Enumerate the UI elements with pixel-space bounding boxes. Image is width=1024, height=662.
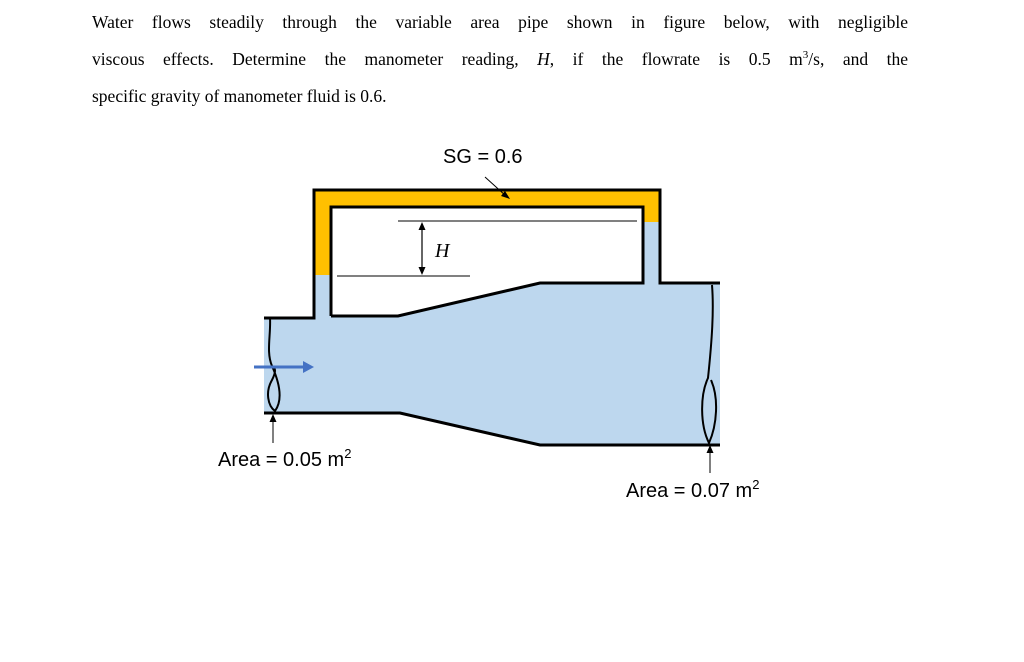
problem-line-3: specific gravity of manometer fluid is 0.6.	[92, 86, 387, 106]
inlet-area-label	[218, 446, 351, 471]
outlet-area-text: Area = 0.07 m	[626, 480, 753, 502]
outlet-area-exponent: 2	[752, 477, 760, 492]
inlet-area-exponent: 2	[344, 446, 352, 461]
problem-line-2-part-a: viscous effects. Determine the manometer reading,	[92, 49, 538, 69]
outlet-area-label	[626, 477, 759, 502]
sg-label: SG = 0.6	[443, 146, 523, 168]
problem-exponent: 3	[802, 49, 809, 62]
problem-line-2-part-c: /s, and the	[808, 49, 908, 69]
h-label: H	[435, 240, 450, 262]
manometer-fluid	[314, 190, 660, 275]
h-dimension-arrow	[419, 222, 426, 275]
inlet-area-pointer	[270, 414, 277, 443]
problem-line-1: Water flows steadily through the variable area pipe shown in figure below, with negligible	[92, 12, 908, 32]
outlet-area-pointer	[707, 445, 714, 473]
problem-line-2-part-b: , if the flowrate is 0.5 m	[549, 49, 803, 69]
inlet-area-text: Area = 0.05 m	[218, 449, 345, 471]
problem-variable-h: H	[537, 49, 550, 69]
